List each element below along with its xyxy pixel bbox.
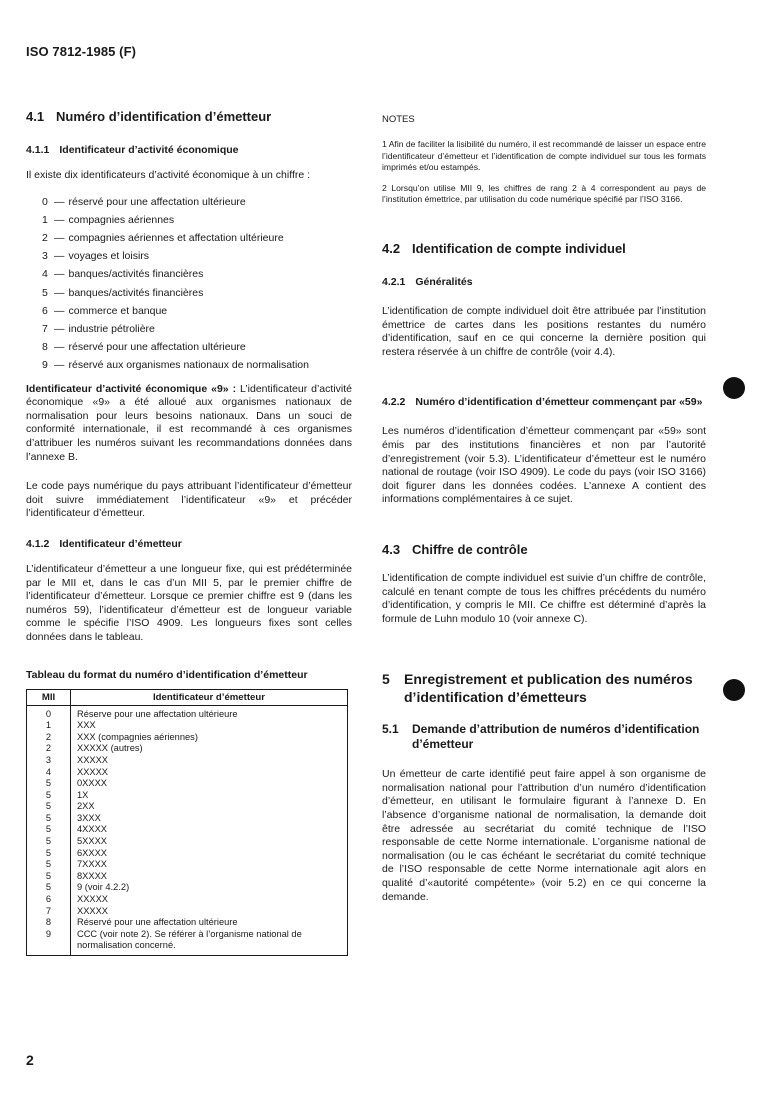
section-4-2-2-heading — [382, 395, 706, 409]
activity-code: 4 — [42, 268, 48, 281]
mii-cell: 5 — [27, 871, 71, 883]
activity-dash: — — [54, 250, 65, 263]
section-number: 4.1.1 — [26, 144, 50, 156]
section-4-2-heading — [382, 240, 706, 257]
table-row — [27, 705, 348, 720]
table-row — [27, 743, 348, 755]
section-title: Numéro d’identification d’émetteur — [56, 109, 272, 124]
mii-cell: 2 — [27, 732, 71, 744]
table-row — [27, 871, 348, 883]
document-header: ISO 7812-1985 (F) — [26, 44, 137, 59]
activity-item — [42, 320, 352, 338]
mii-cell: 8 — [27, 917, 71, 929]
issuer-cell: 9 (voir 4.2.2) — [71, 882, 348, 894]
activity-item — [42, 193, 352, 211]
issuer-cell: XXXXX — [71, 767, 348, 779]
table-title: Tableau du format du numéro d’identification d’émetteur — [26, 668, 308, 681]
activity-item — [42, 338, 352, 356]
identifier-9-text: L’identificateur d’activité économique «9» a été alloué aux organismes nationaux de normalisation pour leurs besoins nationaux. Dans un souci de conformité internationale, il est recommandé à ces organismes d’attribuer les numéros suivant les recommandations données dans l’annexe B. — [26, 382, 352, 463]
activity-dash: — — [54, 213, 65, 226]
table-row — [27, 882, 348, 894]
mii-cell: 1 — [27, 720, 71, 732]
country-code-paragraph: Le code pays numérique du pays attribuant l’identificateur d’émetteur doit suivre immédiatement l’identificateur «9» et précéder l’identificateur d’émetteur. — [26, 480, 352, 520]
activity-code: 3 — [42, 250, 48, 263]
right-column — [382, 114, 706, 904]
activity-label: banques/activités financières — [68, 268, 204, 281]
section-4-3-heading — [382, 541, 706, 558]
table-row — [27, 929, 348, 956]
table-row — [27, 790, 348, 802]
issuer-cell: Réserve pour une affectation ultérieure — [71, 705, 348, 720]
mii-cell: 5 — [27, 813, 71, 825]
mii-cell: 5 — [27, 882, 71, 894]
issuer-cell: 3XXX — [71, 813, 348, 825]
table-row — [27, 720, 348, 732]
section-title: Identificateur d’émetteur — [59, 537, 182, 550]
activity-intro: Il existe dix identificateurs d’activité économique à un chiffre : — [26, 169, 311, 181]
application-paragraph: Un émetteur de carte identifié peut faire appel à son organisme de normalisation national pour l’attribution d’un numéro d’identification d’émetteur, en utilisant le formulaire figurant à l’annexe D. En l’absence d’organisme national de normalisation, la demande doit être adressée au secrétariat du comité technique de l’ISO responsable de cette Norme internationale. L’organisme national de normalisation (ou le cas échéant le secrétariat du comité technique de l’ISO responsable de cette Norme internationale agit alors en qualité d’«autorité compétente» (voir 5.2) en ce qui concerne la demande. — [382, 768, 706, 903]
table-row — [27, 778, 348, 790]
issuer-cell: 7XXXX — [71, 859, 348, 871]
section-title: Enregistrement et publication des numéros d’identification d’émetteurs — [404, 671, 693, 706]
activity-dash: — — [54, 341, 65, 354]
section-4-1-1-heading — [26, 143, 352, 157]
section-number: 4.3 — [382, 541, 401, 557]
activity-label: industrie pétrolière — [68, 323, 155, 336]
mii-cell: 4 — [27, 767, 71, 779]
table-row — [27, 848, 348, 860]
activity-list — [26, 193, 352, 375]
note-1: 1 Afin de faciliter la lisibilité du numéro, il est recommandé de laisser un espace entre l’identificateur d’émetteur et l’identification de compte individuel sur tous les formats imprimés et/ou estampés. — [382, 139, 706, 173]
check-digit-paragraph: L’identification de compte individuel est suivie d’un chiffre de contrôle, calculé en tenant compte de tous les chiffres précédents du numéro d’identification, y compris le MII. Ce chiffre est déterminé d’après la formule de Luhn modulo 10 (voir annexe C). — [382, 571, 706, 625]
table-row — [27, 859, 348, 871]
activity-item — [42, 356, 352, 374]
general-paragraph: L’identification de compte individuel doit être attribuée par l’institution émettrice de cartes dans les positions restantes du numéro d’identification, sauf en ce qui concerne la dernière position qui restera réservée à un chiffre de contrôle (voir 4.4). — [382, 304, 706, 358]
section-4-2-1-heading — [382, 275, 706, 289]
activity-code: 1 — [42, 213, 48, 226]
activity-item — [42, 211, 352, 229]
revision-marker-dot — [723, 679, 745, 701]
note-2: 2 Lorsqu’on utilise MII 9, les chiffres de rang 2 à 4 correspondent au pays de l’institution émettrice, par utilisation du code numérique spécifié par l’ISO 3166. — [382, 182, 706, 205]
table-row — [27, 836, 348, 848]
issuer-cell: XXXXX — [71, 755, 348, 767]
section-title: Identification de compte individuel — [412, 240, 626, 256]
section-number: 5.1 — [382, 722, 399, 737]
issuer-cell: 0XXXX — [71, 778, 348, 790]
activity-code: 0 — [42, 195, 48, 208]
activity-code: 5 — [42, 286, 48, 299]
mii-cell: 5 — [27, 859, 71, 871]
issuer-cell: Réservé pour une affectation ultérieure — [71, 917, 348, 929]
section-number: 4.1 — [26, 109, 45, 124]
activity-code: 8 — [42, 341, 48, 354]
activity-label: compagnies aériennes — [68, 213, 175, 226]
issuer-cell: XXX (compagnies aériennes) — [71, 732, 348, 744]
issuer-cell: XXX — [71, 720, 348, 732]
section-4-1-heading — [26, 108, 352, 125]
issuer-cell: 4XXXX — [71, 824, 348, 836]
table-header-issuer: Identificateur d’émetteur — [71, 689, 348, 705]
notes-title: NOTES — [382, 114, 415, 125]
revision-marker-dot — [723, 377, 745, 399]
issuer-cell: 1X — [71, 790, 348, 802]
table-row — [27, 732, 348, 744]
activity-label: réservé aux organismes nationaux de normalisation — [68, 359, 309, 372]
section-number: 4.1.2 — [26, 537, 50, 550]
activity-label: réservé pour une affectation ultérieure — [68, 195, 246, 208]
issuer-format-table — [26, 689, 348, 956]
activity-item — [42, 229, 352, 247]
mii-cell: 0 — [27, 705, 71, 720]
issuer-cell: XXXXX — [71, 894, 348, 906]
activity-item — [42, 302, 352, 320]
table-row — [27, 917, 348, 929]
section-5-1-heading — [382, 722, 706, 752]
activity-item — [42, 247, 352, 265]
mii-cell: 5 — [27, 801, 71, 813]
activity-dash: — — [54, 268, 65, 281]
activity-label: voyages et loisirs — [68, 250, 150, 263]
activity-label: compagnies aériennes et affectation ultérieure — [68, 232, 284, 244]
section-number: 4.2 — [382, 240, 401, 256]
table-row — [27, 801, 348, 813]
activity-code: 2 — [42, 232, 48, 244]
activity-dash: — — [54, 359, 65, 372]
issuer-cell: CCC (voir note 2). Se référer à l’organisme national de normalisation concerné. — [71, 929, 348, 956]
table-body — [27, 705, 348, 955]
mii-cell: 2 — [27, 743, 71, 755]
section-4-1-2-heading — [26, 537, 352, 551]
mii-cell: 5 — [27, 848, 71, 860]
issuer-cell: 5XXXX — [71, 836, 348, 848]
prefix-59-paragraph: Les numéros d’identification d’émetteur commençant par «59» sont émis par des institutions financières et non par l’autorité d’enregistrement (voir 5.3). L’identificateur d’émetteur est le numéro national de routage (voir ISO 4909). Le code du pays (voir ISO 3166) doit figurer dans les données codées. L’annexe A contient des informations complémentaires à ce sujet. — [382, 425, 706, 506]
table-row — [27, 813, 348, 825]
section-title: Généralités — [415, 275, 473, 288]
table-row — [27, 767, 348, 779]
issuer-cell: 8XXXX — [71, 871, 348, 883]
mii-cell: 9 — [27, 929, 71, 956]
mii-cell: 6 — [27, 894, 71, 906]
table-row — [27, 824, 348, 836]
table-row — [27, 755, 348, 767]
mii-cell: 5 — [27, 824, 71, 836]
table-header-mii: MII — [27, 689, 71, 705]
mii-cell: 5 — [27, 836, 71, 848]
activity-label: réservé pour une affectation ultérieure — [68, 341, 246, 354]
section-number: 5 — [382, 671, 390, 688]
activity-dash: — — [54, 232, 65, 244]
identifier-9-paragraph — [26, 383, 352, 465]
section-title: Chiffre de contrôle — [412, 541, 528, 557]
issuer-identifier-paragraph: L’identificateur d’émetteur a une longueur fixe, qui est prédéterminée par le MII et, dans le cas d’un MII 5, par le premier chiffre de l’identificateur d’émetteur. Lorsque ce premier chiffre est 9 (dans les numéros 59), l’identificateur d’émetteur est de longueur variable comme le spécifie l’ISO 4909. Les longueurs fixes sont celles données dans le tableau. — [26, 562, 352, 643]
activity-code: 9 — [42, 359, 48, 372]
section-title: Identificateur d’activité économique — [59, 144, 239, 156]
issuer-cell: XXXXX — [71, 906, 348, 918]
activity-label: banques/activités financières — [68, 286, 204, 299]
table-row — [27, 906, 348, 918]
issuer-cell: 2XX — [71, 801, 348, 813]
activity-dash: — — [54, 304, 65, 317]
activity-code: 7 — [42, 323, 48, 336]
activity-item — [42, 284, 352, 302]
issuer-cell: 6XXXX — [71, 848, 348, 860]
section-title: Numéro d’identification d’émetteur commençant par «59» — [415, 396, 703, 409]
identifier-9-lead: Identificateur d’activité économique «9» : — [26, 382, 237, 395]
section-number: 4.2.1 — [382, 275, 406, 288]
activity-code: 6 — [42, 304, 48, 317]
section-number: 4.2.2 — [382, 396, 406, 409]
activity-dash: — — [54, 323, 65, 336]
activity-label: commerce et banque — [68, 304, 168, 317]
mii-cell: 7 — [27, 906, 71, 918]
page-number: 2 — [26, 1052, 34, 1068]
table-row — [27, 894, 348, 906]
activity-item — [42, 265, 352, 283]
mii-cell: 3 — [27, 755, 71, 767]
issuer-cell: XXXXX (autres) — [71, 743, 348, 755]
left-column — [26, 108, 352, 956]
mii-cell: 5 — [27, 790, 71, 802]
mii-cell: 5 — [27, 778, 71, 790]
table-header-row — [27, 689, 348, 705]
section-title: Demande d’attribution de numéros d’identification d’émetteur — [412, 722, 700, 752]
section-5-heading — [382, 670, 706, 706]
activity-dash: — — [54, 195, 65, 208]
activity-dash: — — [54, 286, 65, 299]
